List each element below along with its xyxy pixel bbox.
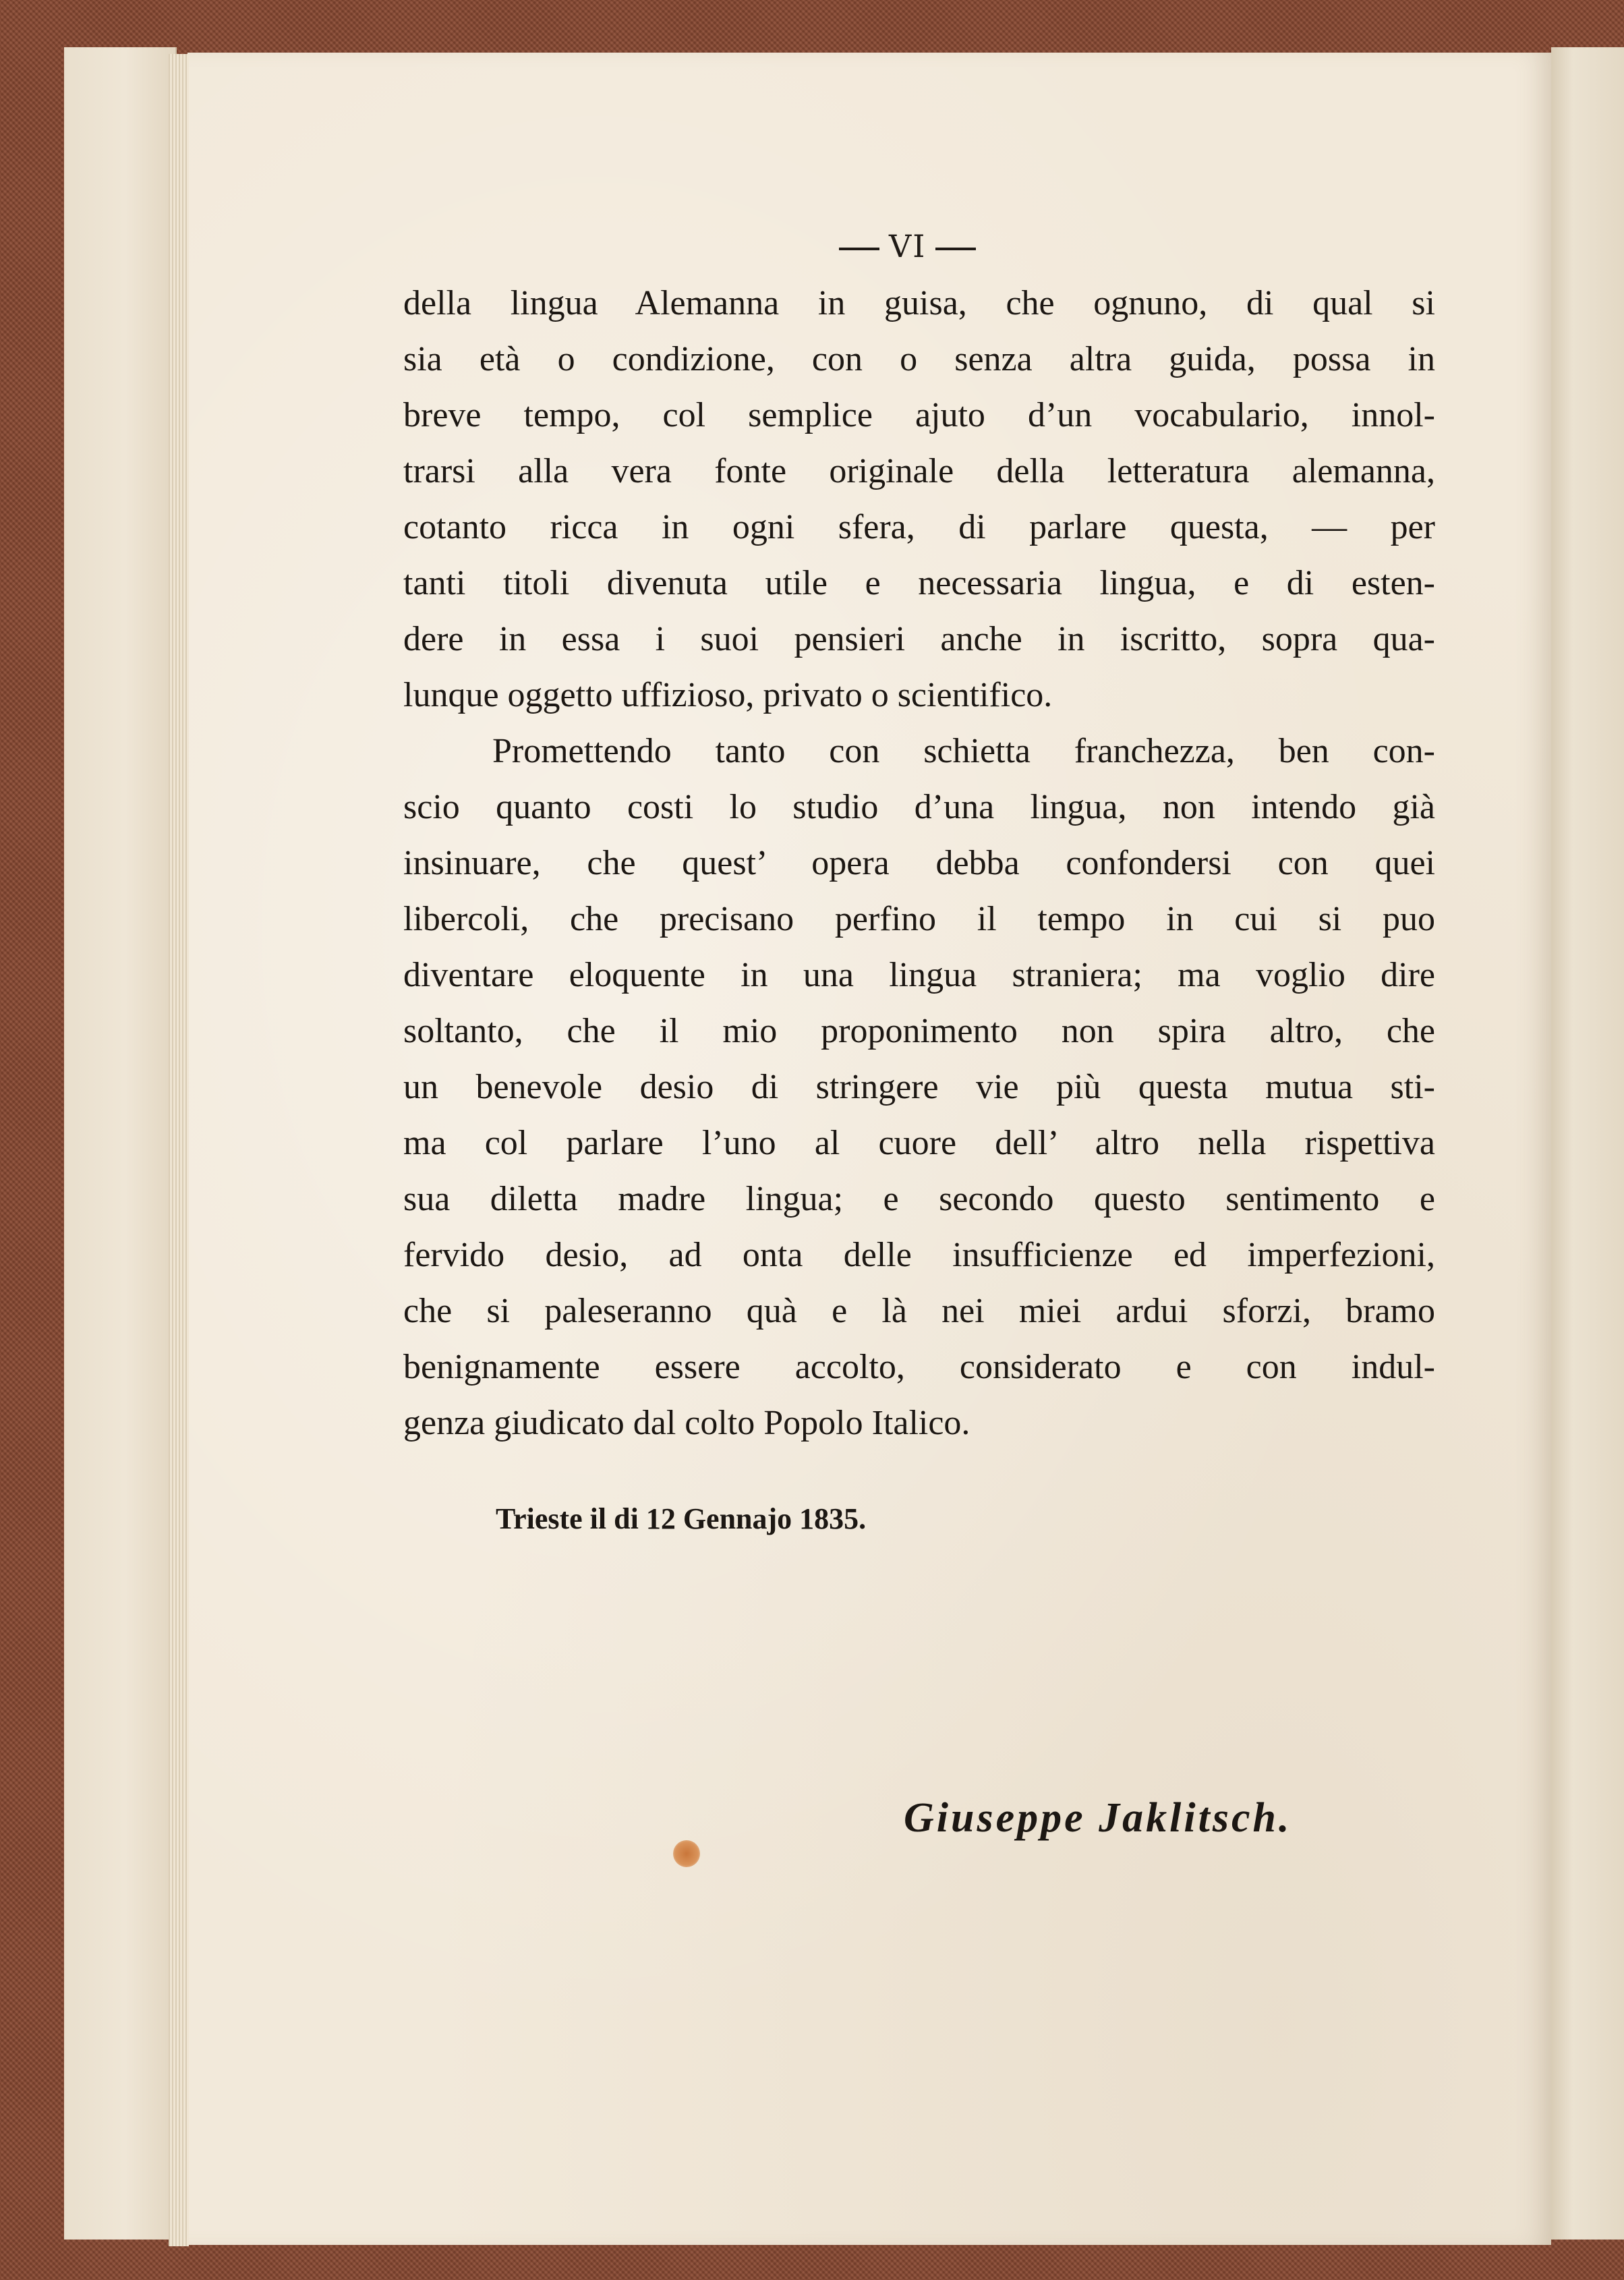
text-line: genza giudicato dal colto Popolo Italico. — [403, 1404, 970, 1442]
text-line: libercoli, che precisano perfino il tempo in cui si puo — [403, 900, 1435, 938]
next-page-edge — [1551, 47, 1624, 2240]
text-line: trarsi alla vera fonte originale della letteratura alemanna, — [403, 452, 1435, 490]
text-line: breve tempo, col semplice ajuto d’un vocabulario, innol- — [403, 396, 1435, 434]
foxing-spot — [673, 1840, 700, 1867]
header-dash-right — [935, 248, 976, 250]
text-line: che si paleseranno quà e là nei miei ardui sforzi, bramo — [403, 1292, 1435, 1330]
page-number: VI — [889, 228, 927, 264]
text-line: cotanto ricca in ogni sfera, di parlare questa, — per — [403, 508, 1435, 546]
text-line: soltanto, che il mio proponimento non spira altro, che — [403, 1012, 1435, 1050]
text-line: benignamente essere accolto, considerato e con indul- — [403, 1348, 1435, 1386]
body-text — [403, 275, 1435, 1451]
text-line: un benevole desio di stringere vie più questa mutua sti- — [403, 1068, 1435, 1106]
date-line: Trieste il di 12 Gennajo 1835. — [496, 1502, 867, 1535]
page-stack-edge — [169, 54, 189, 2246]
text-line: dere in essa i suoi pensieri anche in iscritto, sopra qua- — [403, 620, 1435, 658]
text-line: scio quanto costi lo studio d’una lingua, non intendo già — [403, 788, 1435, 826]
text-line: tanti titoli divenuta utile e necessaria lingua, e di esten- — [403, 564, 1435, 602]
text-line: ma col parlare l’uno al cuore dell’ altro nella rispettiva — [403, 1124, 1435, 1162]
text-line: Promettendo tanto con schietta franchezza, ben con- — [492, 732, 1435, 770]
facing-page-edge — [64, 47, 177, 2240]
header-dash-left — [839, 248, 879, 250]
page-header — [830, 228, 985, 264]
text-line: sua diletta madre lingua; e secondo questo sentimento e — [403, 1180, 1435, 1218]
text-line: lunque oggetto uffizioso, privato o scientifico. — [403, 676, 1053, 714]
text-line: sia età o condizione, con o senza altra guida, possa in — [403, 340, 1435, 378]
text-line: fervido desio, ad onta delle insufficienze ed imperfezioni, — [403, 1236, 1435, 1274]
author-signature: Giuseppe Jaklitsch. — [904, 1795, 1292, 1841]
text-line: della lingua Alemanna in guisa, che ognuno, di qual si — [403, 284, 1435, 322]
text-line: insinuare, che quest’ opera debba confondersi con quei — [403, 844, 1435, 882]
text-line: diventare eloquente in una lingua straniera; ma voglio dire — [403, 956, 1435, 994]
